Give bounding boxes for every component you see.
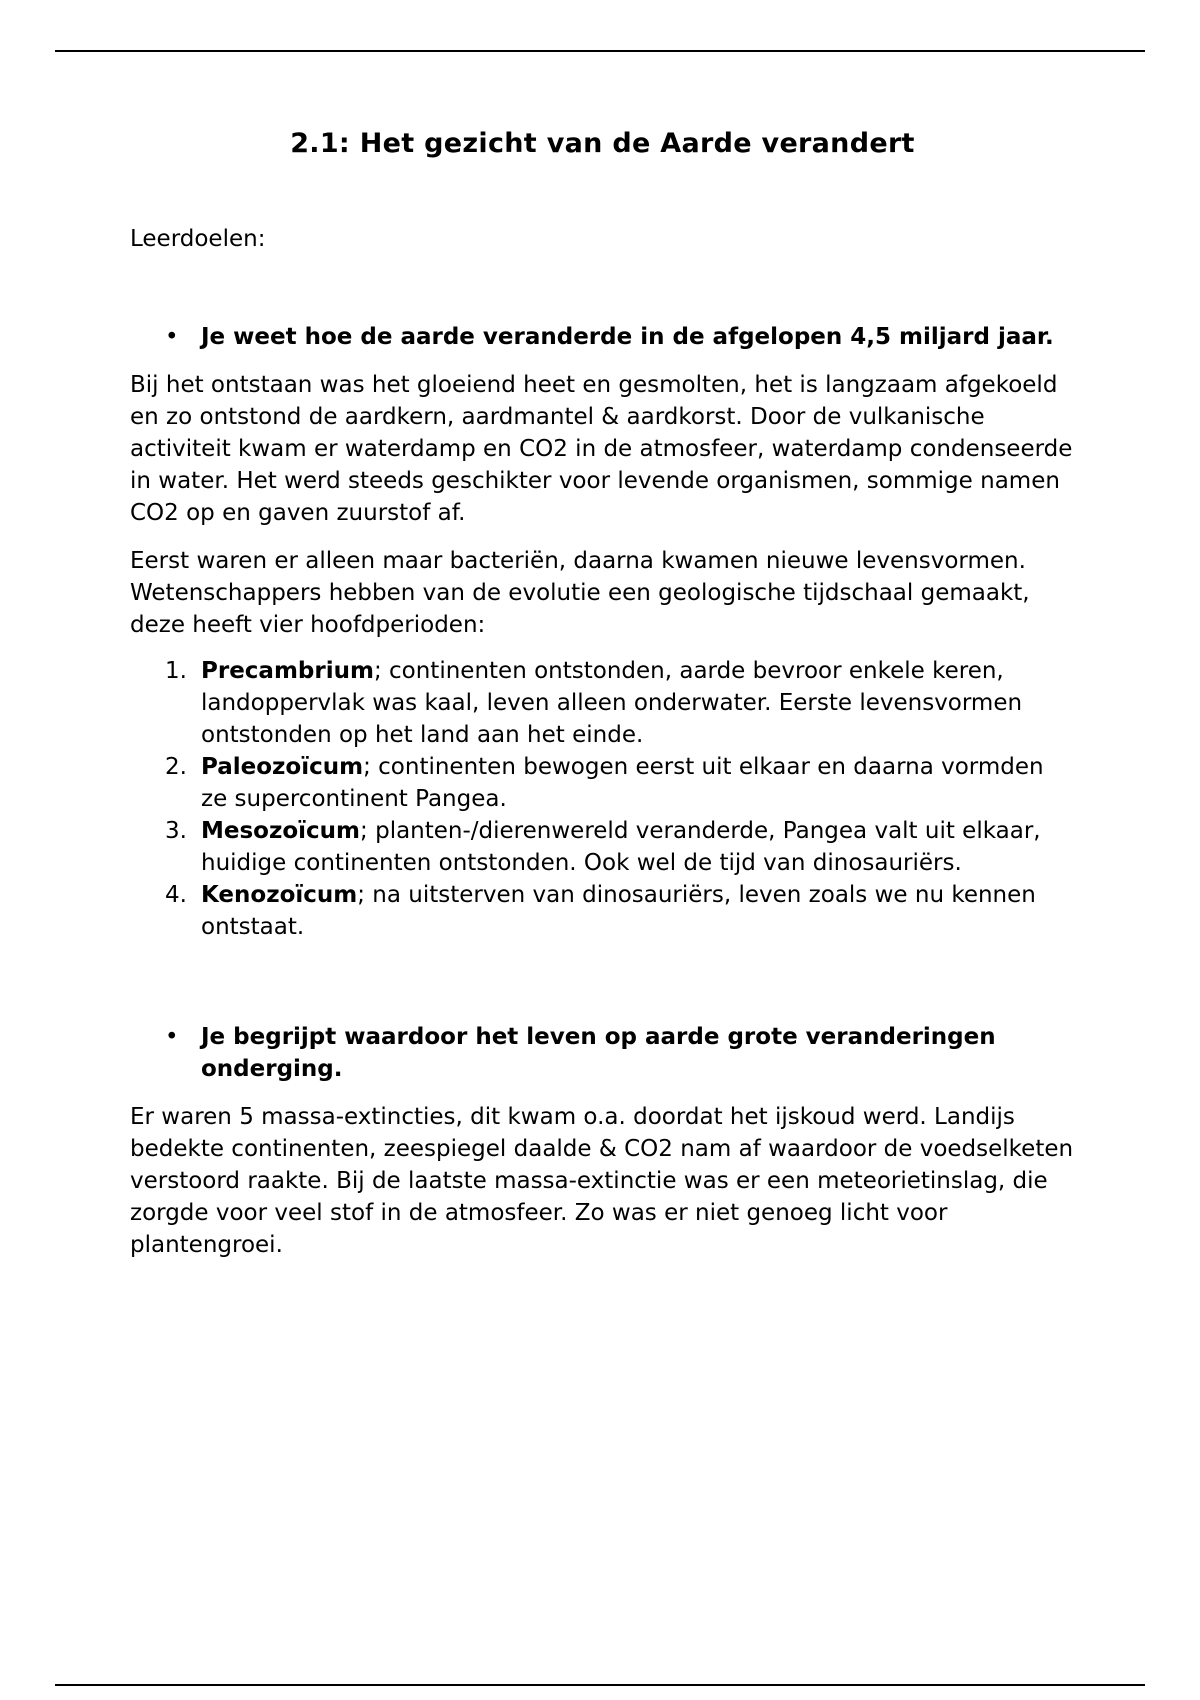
paragraph-evolution-timescale: Eerst waren er alleen maar bacteriën, daarna kwamen nieuwe levensvormen. Wetenschappers hebben van de evolutie een geologische tijdschaal gemaakt, deze heeft vier hoofdperioden: [130, 548, 1030, 638]
learning-goals-list-2 [130, 1021, 1075, 1085]
list-number: 1. [165, 658, 187, 684]
period-text [201, 655, 1075, 751]
list-number: 3. [165, 818, 187, 844]
learning-goal-item [130, 1021, 1075, 1085]
paragraph-mass-extinctions: Er waren 5 massa-extincties, dit kwam o.a. doordat het ijskoud werd. Landijs bedekte continenten, zeespiegel daalde & CO2 nam af waardoor de voedselketen verstoord raakte. Bij de laatste massa-extinctie was er een meteorietinslag, die zorgde voor veel stof in de atmosfeer. Zo was er niet genoeg licht voor plantengroei. [130, 1104, 1074, 1258]
page-title: 2.1: Het gezicht van de Aarde verandert [290, 128, 915, 159]
period-text [201, 815, 1075, 879]
learning-goal-item [130, 321, 1075, 353]
period-term: Mesozoïcum [201, 818, 361, 844]
period-term: Kenozoïcum [201, 882, 358, 908]
period-item-kenozoicum [130, 879, 1075, 943]
period-description: ; na uitsterven van dinosauriërs, leven zoals we nu kennen ontstaat. [201, 882, 1036, 940]
document-content [130, 52, 1075, 1261]
list-number: 2. [165, 754, 187, 780]
period-text [201, 751, 1075, 815]
learning-goal-text: Je begrijpt waardoor het leven op aarde grote veranderingen onderging. [201, 1024, 996, 1082]
period-text [201, 879, 1075, 943]
list-number: 4. [165, 882, 187, 908]
bottom-rule [55, 1684, 1145, 1686]
leerdoelen-label: Leerdoelen: [130, 226, 266, 252]
period-term: Paleozoïcum [201, 754, 364, 780]
period-term: Precambrium [201, 658, 374, 684]
period-item-mesozoicum [130, 815, 1075, 879]
period-description: ; planten-/dierenwereld veranderde, Pangea valt uit elkaar, huidige continenten ontstonden. Ook wel de tijd van dinosauriërs. [201, 818, 1041, 876]
paragraph-origin-earth: Bij het ontstaan was het gloeiend heet en gesmolten, het is langzaam afgekoeld en zo ontstond de aardkern, aardmantel & aardkorst. Door de vulkanische activiteit kwam er waterdamp en CO2 in de atmosfeer, waterdamp condenseerde in water. Het werd steeds geschikter voor levende organismen, sommige namen CO2 op en gaven zuurstof af. [130, 372, 1073, 526]
bullet-marker: • [165, 1024, 179, 1050]
period-item-paleozoicum [130, 751, 1075, 815]
learning-goal-text: Je weet hoe de aarde veranderde in de afgelopen 4,5 miljard jaar. [201, 324, 1054, 350]
period-description: ; continenten bewogen eerst uit elkaar en daarna vormden ze supercontinent Pangea. [201, 754, 1044, 812]
period-description: ; continenten ontstonden, aarde bevroor enkele keren, landoppervlak was kaal, leven alleen onderwater. Eerste levensvormen ontstonden op het land aan het einde. [201, 658, 1023, 748]
geological-periods-list [130, 655, 1075, 943]
learning-goals-list-1 [130, 321, 1075, 353]
bullet-marker: • [165, 324, 179, 350]
period-item-precambrium [130, 655, 1075, 751]
